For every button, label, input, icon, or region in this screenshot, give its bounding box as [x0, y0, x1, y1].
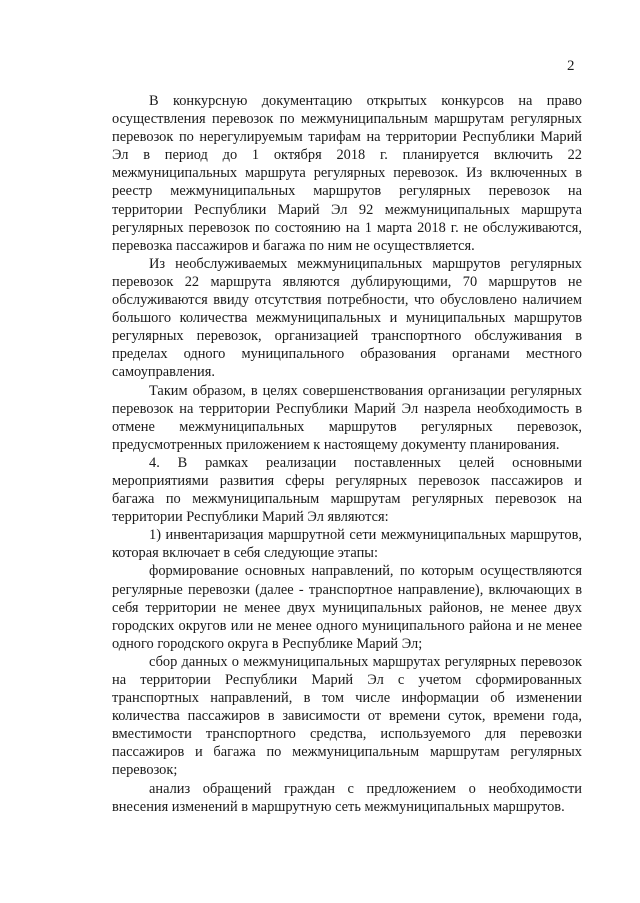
- paragraph-main-measures: 4. В рамках реализации поставленных целей основными мероприятиями развития сферы регулярных перевозок пассажиров и багажа по межмуниципальным маршрутам регулярных перевозок на территории Республики Марий Эл являются:: [112, 454, 582, 526]
- paragraph-route-cancellation: Таким образом, в целях совершенствования организации регулярных перевозок на территории Республики Марий Эл назрела необходимость в отмене межмуниципальных маршрутов регулярных перевозок, предусмотренных приложением к настоящему документу планирования.: [112, 382, 582, 453]
- paragraph-stage-directions: формирование основных направлений, по которым осуществляются регулярные перевозки (далее - транспортное направление), включающих в себя территории не менее двух муниципальных районов, не менее двух городских округов или не менее одного муниципального района и не менее одного городского округа в Республике Марий Эл;: [112, 563, 582, 652]
- paragraph-unserviced-routes: Из необслуживаемых межмуниципальных маршрутов регулярных перевозок 22 маршрута являются дублирующими, 70 маршрутов не обслуживаются ввиду отсутствия потребности, что обусловлено наличием большого количества межмуниципальных и муниципальных маршрутов регулярных перевозок, организацией транспортного обслуживания в пределах одного муниципального образования органами местного самоуправления.: [112, 255, 582, 381]
- page-number: 2: [567, 58, 575, 74]
- paragraph-inventory-item-1: 1) инвентаризация маршрутной сети межмуниципальных маршрутов, которая включает в себя следующие этапы:: [112, 527, 582, 562]
- document-body: [112, 92, 582, 816]
- paragraph-stage-data-collection: сбор данных о межмуниципальных маршрутах регулярных перевозок на территории Республики Марий Эл с учетом сформированных транспортных направлений, в том числе информации об изменении количества пассажиров в зависимости от времени суток, времени года, вместимости транспортного средства, используемого для перевозки пассажиров и багажа по межмуниципальным маршрутам регулярных перевозок;: [112, 653, 582, 779]
- paragraph-tender-documentation: В конкурсную документацию открытых конкурсов на право осуществления перевозок по межмуниципальным маршрутам регулярных перевозок по нерегулируемым тарифам на территории Республики Марий Эл в период до 1 октября 2018 г. планируется включить 22 межмуниципальных маршрута регулярных перевозок. Из включенных в реестр межмуниципальных маршрутов регулярных перевозок на территории Республики Марий Эл 92 межмуниципальных маршрута регулярных перевозок по состоянию на 1 марта 2018 г. не обслуживаются, перевозка пассажиров и багажа по ним не осуществляется.: [112, 93, 582, 254]
- paragraph-stage-citizen-appeals: анализ обращений граждан с предложением о необходимости внесения изменений в маршрутную сеть межмуниципальных маршрутов.: [112, 780, 582, 815]
